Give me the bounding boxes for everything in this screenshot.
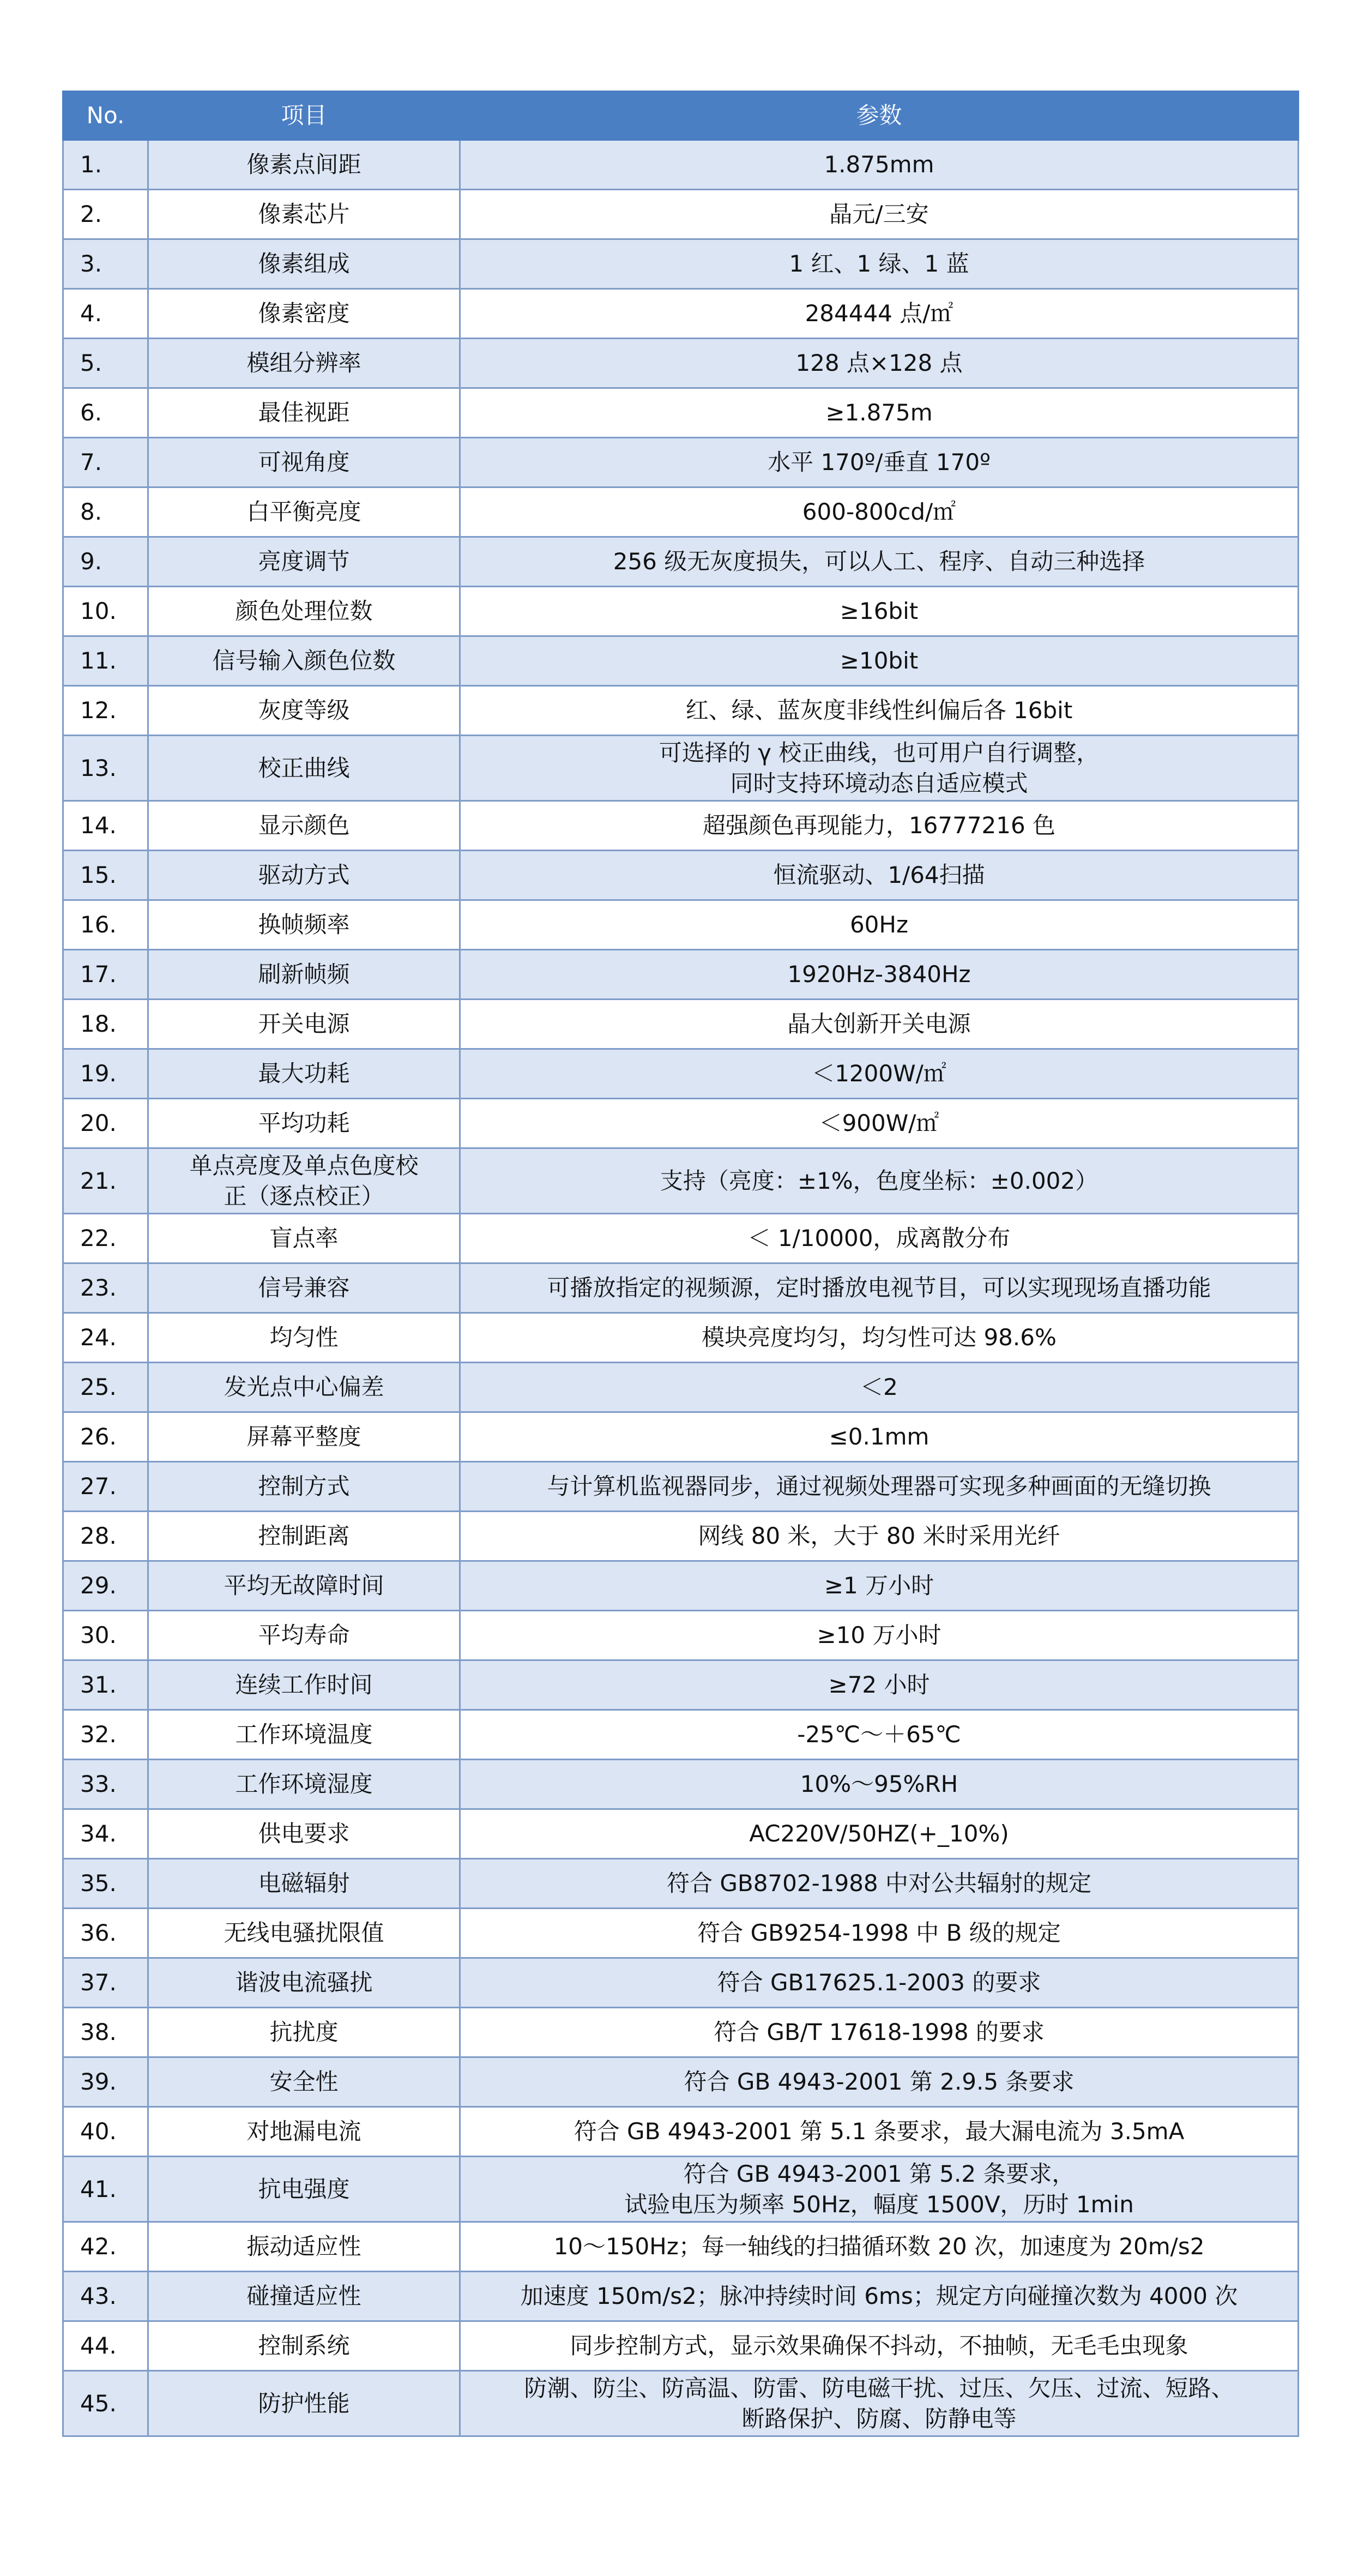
table-row [63, 2008, 1299, 2057]
row-param: 256 级无灰度损失，可以人工、程序、自动三种选择 [460, 537, 1299, 587]
row-param: 红、绿、蓝灰度非线性纠偏后各 16bit [460, 686, 1299, 736]
row-number: 12. [63, 686, 148, 736]
table-row [63, 2272, 1299, 2321]
row-param: ≥1.875m [460, 388, 1299, 438]
row-item: 碰撞适应性 [148, 2272, 460, 2321]
row-param: 同步控制方式，显示效果确保不抖动，不抽帧，无毛毛虫现象 [460, 2321, 1299, 2371]
table-row [63, 1710, 1299, 1760]
table-row [63, 1660, 1299, 1710]
row-param: 600-800cd/㎡ [460, 487, 1299, 537]
table-row [63, 636, 1299, 686]
row-param: 128 点×128 点 [460, 339, 1299, 388]
row-number: 11. [63, 636, 148, 686]
row-item: 像素点间距 [148, 140, 460, 190]
table-row [63, 1561, 1299, 1611]
row-item: 抗电强度 [148, 2157, 460, 2222]
row-param: 晶大创新开关电源 [460, 1000, 1299, 1049]
table-row [63, 2321, 1299, 2371]
row-param: ≤0.1mm [460, 1412, 1299, 1462]
table-row [63, 736, 1299, 801]
row-param: ≥10 万小时 [460, 1611, 1299, 1660]
row-item: 像素密度 [148, 289, 460, 339]
row-number: 32. [63, 1710, 148, 1760]
row-number: 25. [63, 1363, 148, 1412]
row-param: 符合 GB/T 17618-1998 的要求 [460, 2008, 1299, 2057]
row-number: 41. [63, 2157, 148, 2222]
row-param: ＜2 [460, 1363, 1299, 1412]
row-item: 可视角度 [148, 438, 460, 487]
row-param: ＜ 1/10000，成离散分布 [460, 1214, 1299, 1263]
row-param: 晶元/三安 [460, 190, 1299, 239]
table-row [63, 2107, 1299, 2157]
row-item: 屏幕平整度 [148, 1412, 460, 1462]
table-row [63, 1263, 1299, 1313]
header-param: 参数 [460, 92, 1299, 140]
table-row [63, 1958, 1299, 2008]
table-row [63, 388, 1299, 438]
row-number: 18. [63, 1000, 148, 1049]
row-number: 43. [63, 2272, 148, 2321]
table-row [63, 1412, 1299, 1462]
table-header [63, 92, 1299, 140]
row-param: 符合 GB 4943-2001 第 5.2 条要求， 试验电压为频率 50Hz，幅度 1500V，历时 1min [460, 2157, 1299, 2222]
row-number: 16. [63, 900, 148, 950]
row-item: 白平衡亮度 [148, 487, 460, 537]
table-row [63, 587, 1299, 636]
row-number: 44. [63, 2321, 148, 2371]
table-row [63, 190, 1299, 239]
row-param: 防潮、防尘、防高温、防雷、防电磁干扰、过压、欠压、过流、短路、 断路保护、防腐、防静电等 [460, 2371, 1299, 2436]
table-row [63, 1611, 1299, 1660]
row-number: 10. [63, 587, 148, 636]
row-param: AC220V/50HZ(+_10%) [460, 1809, 1299, 1859]
table-row [63, 1462, 1299, 1512]
row-param: ≥10bit [460, 636, 1299, 686]
row-param: 支持（亮度：±1%，色度坐标：±0.002） [460, 1148, 1299, 1214]
row-number: 20. [63, 1099, 148, 1148]
row-number: 30. [63, 1611, 148, 1660]
row-number: 2. [63, 190, 148, 239]
row-item: 平均寿命 [148, 1611, 460, 1660]
row-item: 平均功耗 [148, 1099, 460, 1148]
table-row [63, 686, 1299, 736]
table-row [63, 1859, 1299, 1909]
table-row [63, 900, 1299, 950]
row-param: ≥16bit [460, 587, 1299, 636]
row-item: 模组分辨率 [148, 339, 460, 388]
row-param: 可播放指定的视频源，定时播放电视节目，可以实现现场直播功能 [460, 1263, 1299, 1313]
table-row [63, 1148, 1299, 1214]
row-item: 像素芯片 [148, 190, 460, 239]
table-row [63, 537, 1299, 587]
table-row [63, 1512, 1299, 1561]
row-item: 信号输入颜色位数 [148, 636, 460, 686]
row-param: 10～150Hz；每一轴线的扫描循环数 20 次，加速度为 20m/s2 [460, 2222, 1299, 2272]
table-row [63, 1049, 1299, 1099]
row-number: 17. [63, 950, 148, 1000]
table-body [63, 140, 1299, 2436]
row-number: 4. [63, 289, 148, 339]
row-item: 电磁辐射 [148, 1859, 460, 1909]
header-row [63, 92, 1299, 140]
row-item: 盲点率 [148, 1214, 460, 1263]
row-number: 26. [63, 1412, 148, 1462]
row-item: 无线电骚扰限值 [148, 1909, 460, 1958]
row-item: 控制方式 [148, 1462, 460, 1512]
row-item: 校正曲线 [148, 736, 460, 801]
table-row [63, 289, 1299, 339]
row-number: 29. [63, 1561, 148, 1611]
row-item: 最佳视距 [148, 388, 460, 438]
table-row [63, 2371, 1299, 2436]
row-number: 45. [63, 2371, 148, 2436]
row-item: 均匀性 [148, 1313, 460, 1363]
row-number: 23. [63, 1263, 148, 1313]
row-item: 亮度调节 [148, 537, 460, 587]
row-number: 1. [63, 140, 148, 190]
row-number: 39. [63, 2057, 148, 2107]
table-row [63, 2157, 1299, 2222]
row-item: 控制系统 [148, 2321, 460, 2371]
row-param: 水平 170º/垂直 170º [460, 438, 1299, 487]
row-param: 10%～95%RH [460, 1760, 1299, 1809]
row-number: 15. [63, 851, 148, 900]
row-param: ＜1200W/㎡ [460, 1049, 1299, 1099]
row-number: 40. [63, 2107, 148, 2157]
row-item: 平均无故障时间 [148, 1561, 460, 1611]
table-row [63, 438, 1299, 487]
row-item: 信号兼容 [148, 1263, 460, 1313]
row-number: 31. [63, 1660, 148, 1710]
row-item: 谐波电流骚扰 [148, 1958, 460, 2008]
header-item: 项目 [148, 92, 460, 140]
row-param: 符合 GB17625.1-2003 的要求 [460, 1958, 1299, 2008]
row-number: 7. [63, 438, 148, 487]
table-row [63, 2057, 1299, 2107]
row-param: 符合 GB8702-1988 中对公共辐射的规定 [460, 1859, 1299, 1909]
row-item: 工作环境温度 [148, 1710, 460, 1760]
table-row [63, 801, 1299, 851]
row-item: 最大功耗 [148, 1049, 460, 1099]
table-row [63, 239, 1299, 289]
row-item: 显示颜色 [148, 801, 460, 851]
row-param: -25℃～＋65℃ [460, 1710, 1299, 1760]
row-item: 振动适应性 [148, 2222, 460, 2272]
row-item: 开关电源 [148, 1000, 460, 1049]
table-row [63, 1909, 1299, 1958]
row-item: 驱动方式 [148, 851, 460, 900]
row-number: 24. [63, 1313, 148, 1363]
row-number: 37. [63, 1958, 148, 2008]
row-param: 超强颜色再现能力，16777216 色 [460, 801, 1299, 851]
row-param: 加速度 150m/s2；脉冲持续时间 6ms；规定方向碰撞次数为 4000 次 [460, 2272, 1299, 2321]
row-number: 3. [63, 239, 148, 289]
row-number: 36. [63, 1909, 148, 1958]
table-row [63, 140, 1299, 190]
table-row [63, 1099, 1299, 1148]
row-number: 28. [63, 1512, 148, 1561]
row-param: 网线 80 米，大于 80 米时采用光纤 [460, 1512, 1299, 1561]
row-param: 1920Hz-3840Hz [460, 950, 1299, 1000]
header-no: No. [63, 92, 148, 140]
row-number: 21. [63, 1148, 148, 1214]
table-row [63, 1760, 1299, 1809]
row-item: 颜色处理位数 [148, 587, 460, 636]
row-item: 对地漏电流 [148, 2107, 460, 2157]
row-number: 9. [63, 537, 148, 587]
table-row [63, 851, 1299, 900]
row-item: 供电要求 [148, 1809, 460, 1859]
row-number: 6. [63, 388, 148, 438]
row-number: 34. [63, 1809, 148, 1859]
row-param: 1 红、1 绿、1 蓝 [460, 239, 1299, 289]
table-row [63, 1363, 1299, 1412]
row-param: 模块亮度均匀，均匀性可达 98.6% [460, 1313, 1299, 1363]
row-param: 符合 GB9254-1998 中 B 级的规定 [460, 1909, 1299, 1958]
row-param: 与计算机监视器同步，通过视频处理器可实现多种画面的无缝切换 [460, 1462, 1299, 1512]
row-param: ≥72 小时 [460, 1660, 1299, 1710]
table-row [63, 1313, 1299, 1363]
row-item: 工作环境湿度 [148, 1760, 460, 1809]
table-row [63, 1000, 1299, 1049]
row-number: 27. [63, 1462, 148, 1512]
row-param: ≥1 万小时 [460, 1561, 1299, 1611]
row-number: 38. [63, 2008, 148, 2057]
table-row [63, 487, 1299, 537]
row-number: 22. [63, 1214, 148, 1263]
row-param: 可选择的 γ 校正曲线，也可用户自行调整， 同时支持环境动态自适应模式 [460, 736, 1299, 801]
row-number: 8. [63, 487, 148, 537]
row-item: 灰度等级 [148, 686, 460, 736]
row-item: 单点亮度及单点色度校 正（逐点校正） [148, 1148, 460, 1214]
row-number: 35. [63, 1859, 148, 1909]
table-row [63, 2222, 1299, 2272]
row-item: 安全性 [148, 2057, 460, 2107]
table-row [63, 950, 1299, 1000]
table-row [63, 1214, 1299, 1263]
row-param: 恒流驱动、1/64扫描 [460, 851, 1299, 900]
row-item: 像素组成 [148, 239, 460, 289]
row-number: 33. [63, 1760, 148, 1809]
row-param: 60Hz [460, 900, 1299, 950]
row-item: 抗扰度 [148, 2008, 460, 2057]
row-item: 控制距离 [148, 1512, 460, 1561]
row-param: 1.875mm [460, 140, 1299, 190]
table-row [63, 339, 1299, 388]
row-item: 换帧频率 [148, 900, 460, 950]
row-param: 284444 点/㎡ [460, 289, 1299, 339]
row-number: 19. [63, 1049, 148, 1099]
row-item: 刷新帧频 [148, 950, 460, 1000]
row-number: 13. [63, 736, 148, 801]
row-param: 符合 GB 4943-2001 第 5.1 条要求，最大漏电流为 3.5mA [460, 2107, 1299, 2157]
row-number: 5. [63, 339, 148, 388]
row-param: ＜900W/㎡ [460, 1099, 1299, 1148]
row-number: 42. [63, 2222, 148, 2272]
row-param: 符合 GB 4943-2001 第 2.9.5 条要求 [460, 2057, 1299, 2107]
row-number: 14. [63, 801, 148, 851]
row-item: 防护性能 [148, 2371, 460, 2436]
row-item: 连续工作时间 [148, 1660, 460, 1710]
row-item: 发光点中心偏差 [148, 1363, 460, 1412]
table-row [63, 1809, 1299, 1859]
spec-table [62, 91, 1299, 2437]
